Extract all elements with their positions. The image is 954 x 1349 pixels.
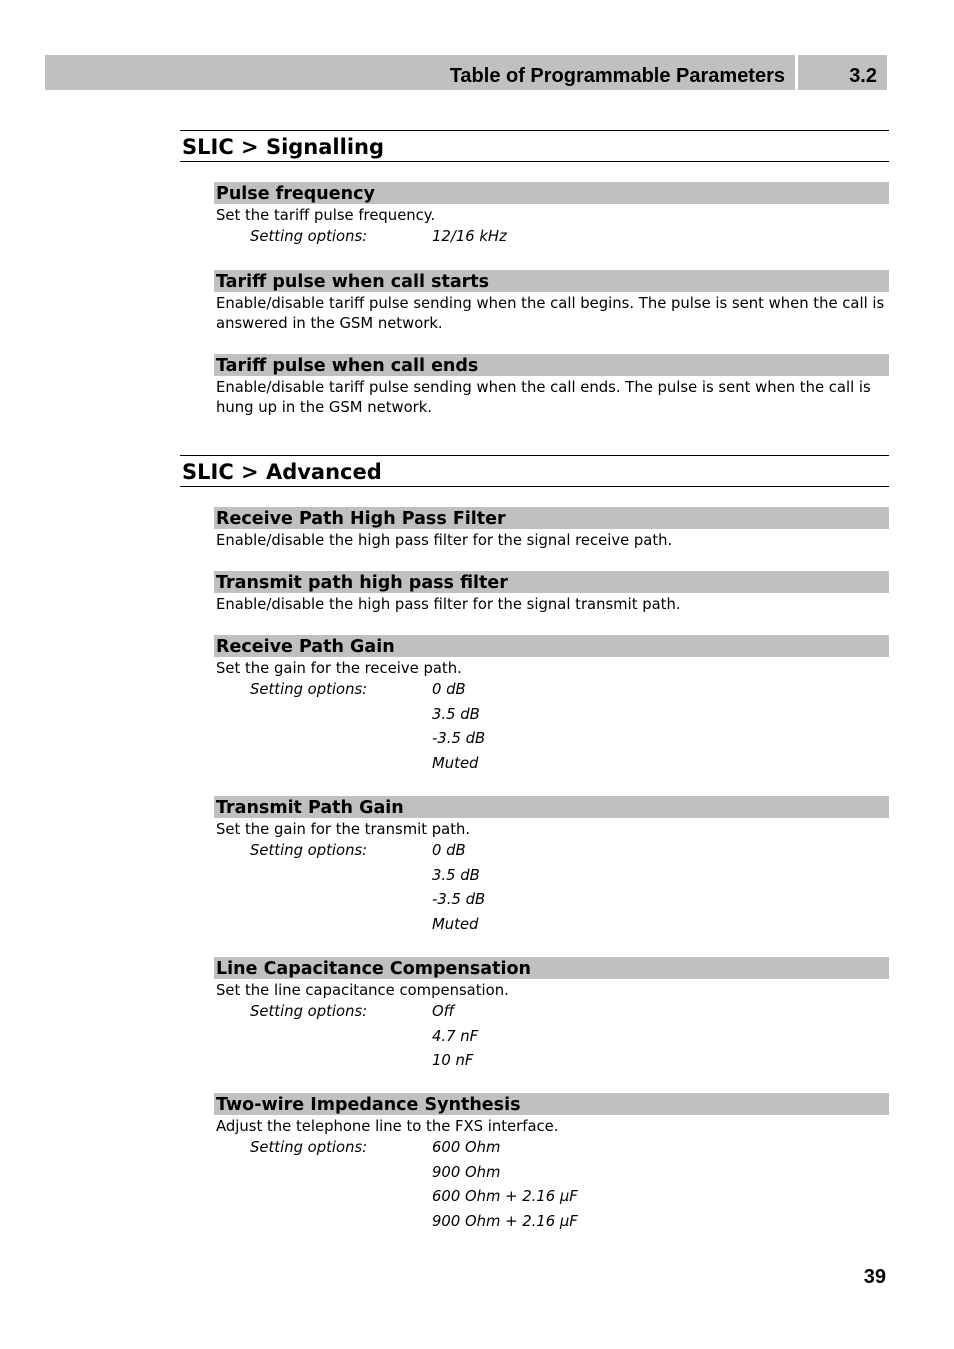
param-title: Transmit Path Gain [214,796,889,818]
param-description: Enable/disable tariff pulse sending when the call ends. The pulse is sent when the call is hung up in the GSM network. [216,379,871,416]
page-header [45,55,887,90]
option-value: Muted [432,754,479,772]
param-line-capacitance-compensation [214,957,889,1069]
option-value: Off [432,1003,455,1020]
param-description: Adjust the telephone line to the FXS interface. [216,1118,559,1135]
param-description: Set the tariff pulse frequency. [216,207,436,224]
setting-options-label: Setting options: [250,1003,368,1020]
param-tariff-pulse-call-ends [214,354,889,418]
param-title: Receive Path High Pass Filter [214,507,889,529]
option-value: 900 Ohm + 2.16 µF [432,1212,578,1230]
option-value: 3.5 dB [432,705,480,723]
option-value: Muted [432,915,479,933]
option-value: -3.5 dB [432,891,486,908]
param-transmit-path-hpf [214,571,889,615]
param-title: Receive Path Gain [214,635,889,657]
param-title: Two-wire Impedance Synthesis [214,1093,889,1115]
option-value: -3.5 dB [432,730,486,747]
param-description: Set the gain for the receive path. [216,660,462,677]
param-description: Enable/disable tariff pulse sending when the call begins. The pulse is sent when the call is answered in the GSM network. [216,295,885,332]
option-value: 600 Ohm [432,1139,501,1156]
param-receive-path-gain [214,635,889,772]
section-title-advanced: SLIC > Advanced [180,455,889,487]
header-title: Table of Programmable Parameters [45,55,795,90]
setting-options-values [432,228,507,253]
setting-options-label: Setting options: [250,228,368,245]
param-title: Tariff pulse when call ends [214,354,889,376]
param-title: Transmit path high pass filter [214,571,889,593]
setting-options-values [432,681,485,779]
option-value: 4.7 nF [432,1027,479,1045]
option-value: 0 dB [432,681,466,698]
setting-options-values [432,1003,478,1077]
section-title-signalling: SLIC > Signalling [180,130,889,162]
param-description: Set the line capacitance compensation. [216,982,509,999]
setting-options-values [432,1139,578,1237]
option-value: 900 Ohm [432,1163,501,1181]
option-value: 3.5 dB [432,866,480,884]
page-number: 39 [863,1266,886,1288]
param-two-wire-impedance-synthesis [214,1093,889,1230]
option-value: 0 dB [432,842,466,859]
setting-options-label: Setting options: [250,681,368,698]
option-value: 12/16 kHz [432,228,507,245]
setting-options-values [432,842,485,940]
setting-options-label: Setting options: [250,1139,368,1156]
param-description: Enable/disable the high pass filter for the signal transmit path. [216,596,681,613]
option-value: 10 nF [432,1052,474,1069]
param-title: Line Capacitance Compensation [214,957,889,979]
option-value: 600 Ohm + 2.16 µF [432,1188,578,1205]
param-pulse-frequency [214,182,889,245]
param-description: Set the gain for the transmit path. [216,821,471,838]
param-receive-path-hpf [214,507,889,551]
header-section-number: 3.2 [798,55,887,90]
param-tariff-pulse-call-starts [214,270,889,334]
param-title: Tariff pulse when call starts [214,270,889,292]
param-description: Enable/disable the high pass filter for the signal receive path. [216,532,673,549]
setting-options-label: Setting options: [250,842,368,859]
param-title: Pulse frequency [214,182,889,204]
param-transmit-path-gain [214,796,889,933]
